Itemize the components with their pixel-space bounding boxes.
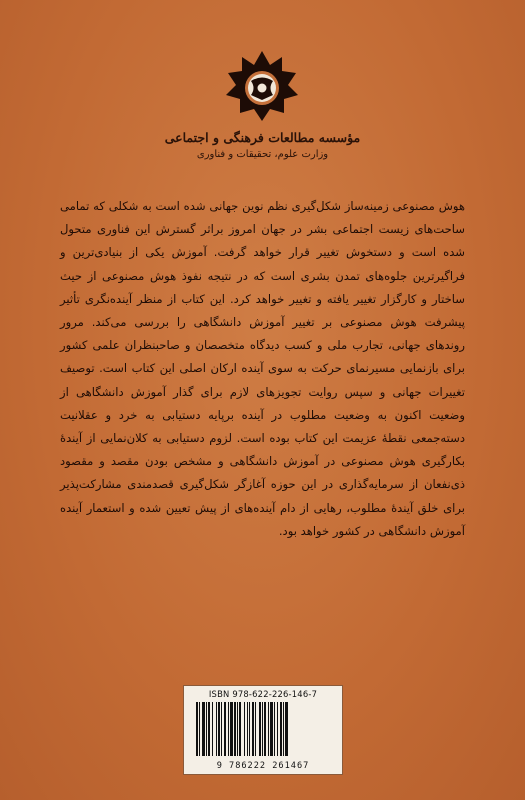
barcode-icon [194, 702, 332, 756]
publisher-ministry: وزارت علوم، تحقیقات و فناوری [196, 149, 329, 160]
isbn-barcode-box [183, 685, 343, 775]
isbn-digits: 9 786222 261467 [216, 761, 310, 771]
publisher-name: مؤسسه مطالعات فرهنگی و اجتماعی [164, 130, 361, 145]
isbn-label: ISBN 978-622-226-146-7 [208, 689, 318, 699]
publisher-emblem-icon [223, 48, 301, 126]
back-cover-blurb: هوش مصنوعی زمینه‌ساز شکل‌گیری نظم نوین جهانی شده است به شکلی که تمامی ساحت‌های زیست اجتماعی بشر در جهان امروز براثر گسترش این فناوری متحول شده است و دستخوش تغییر قرار خواهد گرفت. آموزش یکی از بنیادی‌ترین و فراگیرترین جلوه‌های تمدن بشری است که در نتیجه نفوذ هوش مصنوعی از حیث ساختار و کارگزار تغییر یافته و تغییر خواهد کرد. این کتاب از منظر آینده‌نگری تأثیر پیشرفت هوش مصنوعی بر تغییر آموزش دانشگاهی را بررسی می‌کند. مرور روندهای جهانی، تجارب ملی و کسب دیدگاه متخصصان و صاحبنظران علمی کشور برای بازنمایی مسیرنمای حرکت به سوی آینده ارکان اصلی این کتاب است. توصیف تغییرات جهانی و سپس روایت تجویزهای لازم برای گذار آموزش دانشگاهی از وضعیت اکنون به وضعیت مطلوب در آینده برپایه دستیابی به خرد و عقلانیت دسته‌جمعی نقطهٔ عزیمت این کتاب بوده است. لزوم دستیابی به کلان‌نمایی از آیندهٔ بکارگیری هوش مصنوعی در آموزش دانشگاهی و مشخص بودن مقصد و مقصود ذی‌نفعان از سرمایه‌گذاری در این حوزه آغازگر شکل‌گیری قصدمندی مشارکت‌پذیر برای خلق آیندهٔ مطلوب، رهایی از دام آینده‌های از پیش تعیین شده و استعمار آینده آموزش دانشگاهی در کشور خواهد بود. [60, 199, 465, 538]
publisher-block [0, 130, 525, 160]
